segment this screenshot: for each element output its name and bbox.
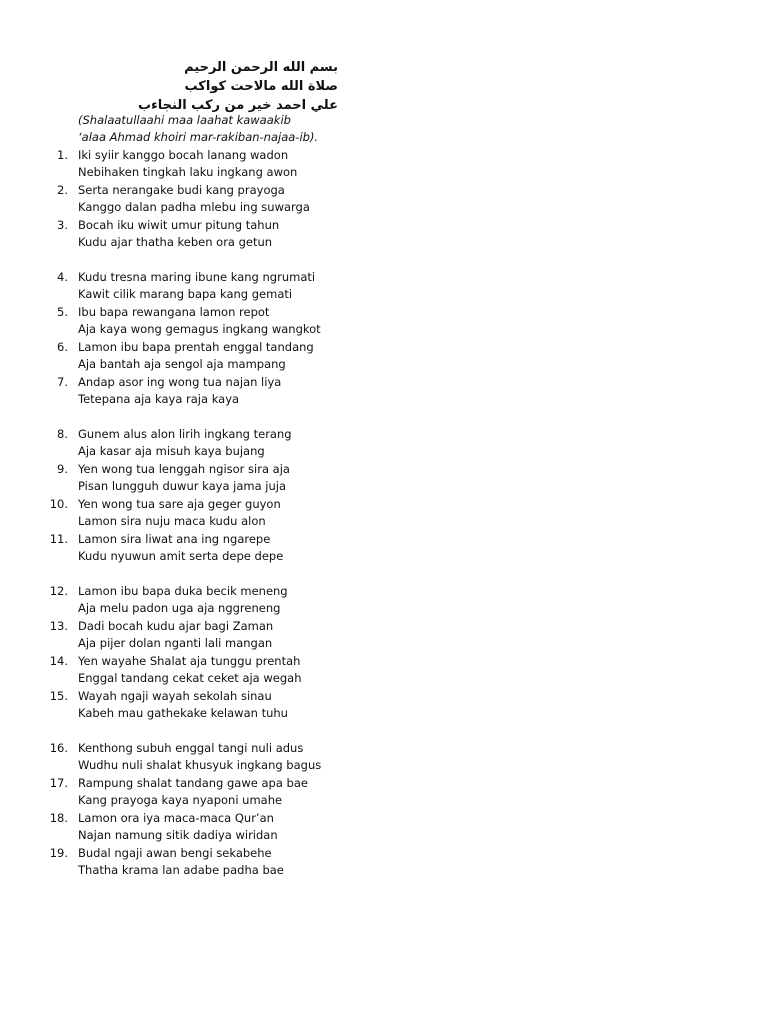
verse-item bbox=[0, 426, 768, 461]
verse-number: 16. bbox=[49, 741, 68, 755]
verse-item bbox=[0, 688, 768, 723]
verse-line-1: Yen wong tua lenggah ngisor sira aja bbox=[78, 462, 290, 476]
verse-line-1: Iki syiir kanggo bocah lanang wadon bbox=[78, 148, 289, 162]
verse-line-1: Bocah iku wiwit umur pitung tahun bbox=[78, 218, 280, 232]
verse-line-2: Kabeh mau gathekake kelawan tuhu bbox=[78, 706, 288, 720]
verse-line-2: Pisan lungguh duwur kaya jama juja bbox=[78, 479, 287, 493]
verse-number: 18. bbox=[49, 811, 68, 825]
verse-line-1: Ibu bapa rewangana lamon repot bbox=[78, 305, 270, 319]
verse-line-1: Wayah ngaji wayah sekolah sinau bbox=[78, 689, 272, 703]
verse-item bbox=[0, 618, 768, 653]
verse-number: 10. bbox=[49, 497, 68, 511]
verse-number: 1. bbox=[57, 148, 68, 162]
verse-number: 17. bbox=[49, 776, 68, 790]
verse-item bbox=[0, 182, 768, 217]
verse-item bbox=[0, 531, 768, 566]
verse-item bbox=[0, 496, 768, 531]
verse-number: 5. bbox=[57, 305, 68, 319]
verse-line-2: Najan namung sitik dadiya wiridan bbox=[78, 828, 278, 842]
verse-item bbox=[0, 810, 768, 845]
verse-line-2: Kudu ajar thatha keben ora getun bbox=[78, 235, 273, 249]
verse-item bbox=[0, 775, 768, 810]
verse-number: 19. bbox=[49, 846, 68, 860]
verse-line-1: Serta nerangake budi kang prayoga bbox=[78, 183, 285, 197]
arabic-heading bbox=[78, 58, 338, 115]
verse-line-1: Kenthong subuh enggal tangi nuli adus bbox=[78, 741, 304, 755]
verse-line-2: Aja bantah aja sengol aja mampang bbox=[78, 357, 286, 371]
transliteration-line: (Shalaatullaahi maa laahat kawaakib bbox=[78, 113, 291, 127]
verse-line-1: Lamon ibu bapa duka becik meneng bbox=[78, 584, 288, 598]
verse-number: 14. bbox=[49, 654, 68, 668]
verse-line-1: Budal ngaji awan bengi sekabehe bbox=[78, 846, 272, 860]
verse-line-2: Aja pijer dolan nganti lali mangan bbox=[78, 636, 273, 650]
verse-number: 11. bbox=[49, 532, 68, 546]
verse-line-2: Kudu nyuwun amit serta depe depe bbox=[78, 549, 284, 563]
verse-line-2: Enggal tandang cekat ceket aja wegah bbox=[78, 671, 302, 685]
verse-line-1: Lamon ibu bapa prentah enggal tandang bbox=[78, 340, 314, 354]
verse-line-2: Aja kasar aja misuh kaya bujang bbox=[78, 444, 265, 458]
verse-line-1: Yen wayahe Shalat aja tunggu prentah bbox=[78, 654, 301, 668]
arabic-line-shalawat-1: صلاة الله مالاحت كواكب bbox=[184, 79, 338, 94]
verse-item bbox=[0, 339, 768, 374]
transliteration bbox=[78, 112, 318, 146]
verse-line-2: Aja melu padon uga aja nggreneng bbox=[78, 601, 281, 615]
verse-number: 8. bbox=[57, 427, 68, 441]
verse-item bbox=[0, 217, 768, 252]
verse-item bbox=[0, 374, 768, 409]
verse-number: 3. bbox=[57, 218, 68, 232]
verse-line-2: Kanggo dalan padha mlebu ing suwarga bbox=[78, 200, 310, 214]
verse-line-2: Wudhu nuli shalat khusyuk ingkang bagus bbox=[78, 758, 322, 772]
verse-item bbox=[0, 269, 768, 304]
verse-line-2: Thatha krama lan adabe padha bae bbox=[78, 863, 284, 877]
verse-item bbox=[0, 304, 768, 339]
verse-line-1: Yen wong tua sare aja geger guyon bbox=[78, 497, 281, 511]
verse-number: 15. bbox=[49, 689, 68, 703]
transliteration-line: ‘alaa Ahmad khoiri mar-rakiban-najaa-ib). bbox=[78, 130, 319, 144]
verse-line-2: Kang prayoga kaya nyaponi umahe bbox=[78, 793, 283, 807]
verse-item bbox=[0, 461, 768, 496]
verse-line-1: Kudu tresna maring ibune kang ngrumati bbox=[78, 270, 316, 284]
verse-line-2: Aja kaya wong gemagus ingkang wangkot bbox=[78, 322, 321, 336]
verse-line-2: Nebihaken tingkah laku ingkang awon bbox=[78, 165, 298, 179]
arabic-line-shalawat-2: علي احمد خير من ركب النجاءب bbox=[138, 98, 338, 113]
verse-line-1: Rampung shalat tandang gawe apa bae bbox=[78, 776, 308, 790]
verse-item bbox=[0, 845, 768, 880]
verse-line-2: Tetepana aja kaya raja kaya bbox=[78, 392, 240, 406]
verse-item bbox=[0, 147, 768, 182]
verse-line-1: Lamon ora iya maca-maca Qur’an bbox=[78, 811, 274, 825]
verse-number: 7. bbox=[57, 375, 68, 389]
verse-line-2: Kawit cilik marang bapa kang gemati bbox=[78, 287, 293, 301]
verse-line-1: Gunem alus alon lirih ingkang terang bbox=[78, 427, 292, 441]
verse-number: 13. bbox=[49, 619, 68, 633]
verse-number: 9. bbox=[57, 462, 68, 476]
verse-item bbox=[0, 653, 768, 688]
verse-line-2: Lamon sira nuju maca kudu alon bbox=[78, 514, 266, 528]
verse-number: 6. bbox=[57, 340, 68, 354]
verse-number: 2. bbox=[57, 183, 68, 197]
verse-number: 12. bbox=[49, 584, 68, 598]
arabic-line-basmala: بسم الله الرحمن الرحيم bbox=[184, 60, 338, 75]
verse-line-1: Andap asor ing wong tua najan liya bbox=[78, 375, 282, 389]
verse-number: 4. bbox=[57, 270, 68, 284]
verse-item bbox=[0, 740, 768, 775]
verse-list bbox=[0, 147, 768, 880]
verse-line-1: Lamon sira liwat ana ing ngarepe bbox=[78, 532, 271, 546]
verse-item bbox=[0, 583, 768, 618]
verse-line-1: Dadi bocah kudu ajar bagi Zaman bbox=[78, 619, 274, 633]
